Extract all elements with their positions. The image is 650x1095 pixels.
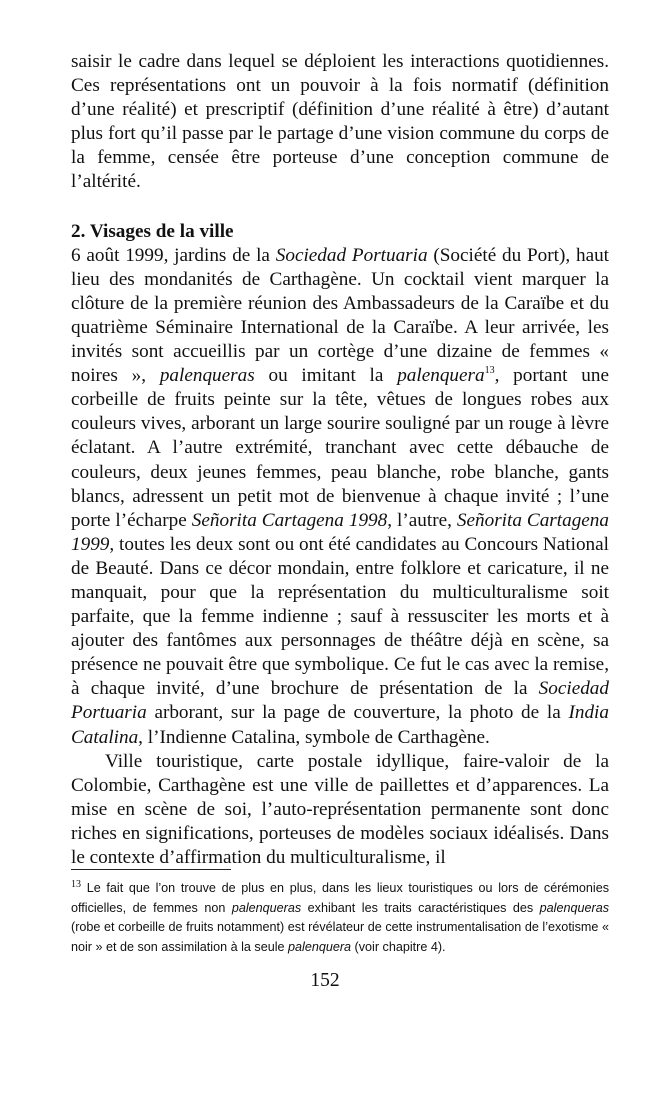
section-paragraph-1: 6 août 1999, jardins de la Sociedad Portuaria (Société du Port), haut lieu des mondanités de Carthagène. Un cocktail vient marquer la clôture de la première réunion des Ambassadeurs de la Caraïbe et du quatrième Séminaire International de la Caraïbe. A leur arrivée, les invités sont accueillis par un cortège d’une dizaine de femmes « noires », palenqueras ou imitant la palenquera$^{13}$, portant une corbeille de fruits peinte sur la tête, vêtues de longues robes aux couleurs vives, arborant un large sourire souligné par un rouge à lèvre éclatant. A l’autre extrémité, tranchant avec cette débauche de couleurs, deux jeunes femmes, peau blanche, robe blanche, gants blancs, adressent un petit mot de bienvenue à chaque invité ; l’une porte l’écharpe Señorita Cartagena 1998, l’autre, Señorita Cartagena 1999, toutes les deux sont ou ont été candidates au Concours National de Beauté. Dans ce décor mondain, entre folklore et caricature, il ne manquait, pour que la représentation du multiculturalisme soit parfaite, que la femme indienne ; sauf à ressusciter les morts et à ajouter des fantômes aux personnages de théâtre déjà en scène, sa présence ne pouvait être que symbolique. Ce fut le cas avec la remise, à chaque invité, d’une brochure de présentation de la Sociedad Portuaria arborant, sur la page de couverture, la photo de la India Catalina, l’Indienne Catalina, symbole de Carthagène. <box>71 244 610 748</box>
section-paragraph-2: Ville touristique, carte postale idyllique, faire-valoir de la Colombie, Carthagène est une ville de paillettes et d’apparences. La mise en scène de soi, l’auto-représentation permanente sont donc riches en significations, porteuses de modèles sociaux idéalisés. Dans le contexte d’affirmation du multiculturalisme, il <box>71 750 609 868</box>
footnote-number: 13 <box>71 879 81 890</box>
footnote-divider <box>71 869 231 870</box>
intro-paragraph: saisir le cadre dans lequel se déploient les interactions quotidiennes. Ces représentations ont un pouvoir à la fois normatif (définition d’une réalité) et prescriptif (définition d’une réalité à être) d’autant plus fort qu’il passe par le partage d’une vision commune du corps de la femme, censée être porteuse d’une conception commune de l’altérité. <box>71 51 609 193</box>
section-gap <box>71 195 609 220</box>
page-number: 152 <box>310 970 340 991</box>
page-body <box>71 50 609 870</box>
footnote-reference[interactable]: 13 <box>484 365 495 377</box>
section-heading: 2. Visages de la ville <box>71 220 234 242</box>
footnote: $^{13}$ Le fait que l’on trouve de plus en plus, dans les lieux touristiques ou lors de cérémonies officielles, de femmes non palenqueras exhibant les traits caractéristiques des palenqueras (robe et corbeille de fruits notamment) est révélateur de cette instrumentalisation de l’exotisme « noir » et de son assimilation à la seule palenquera (voir chapitre 4). <box>71 879 609 954</box>
